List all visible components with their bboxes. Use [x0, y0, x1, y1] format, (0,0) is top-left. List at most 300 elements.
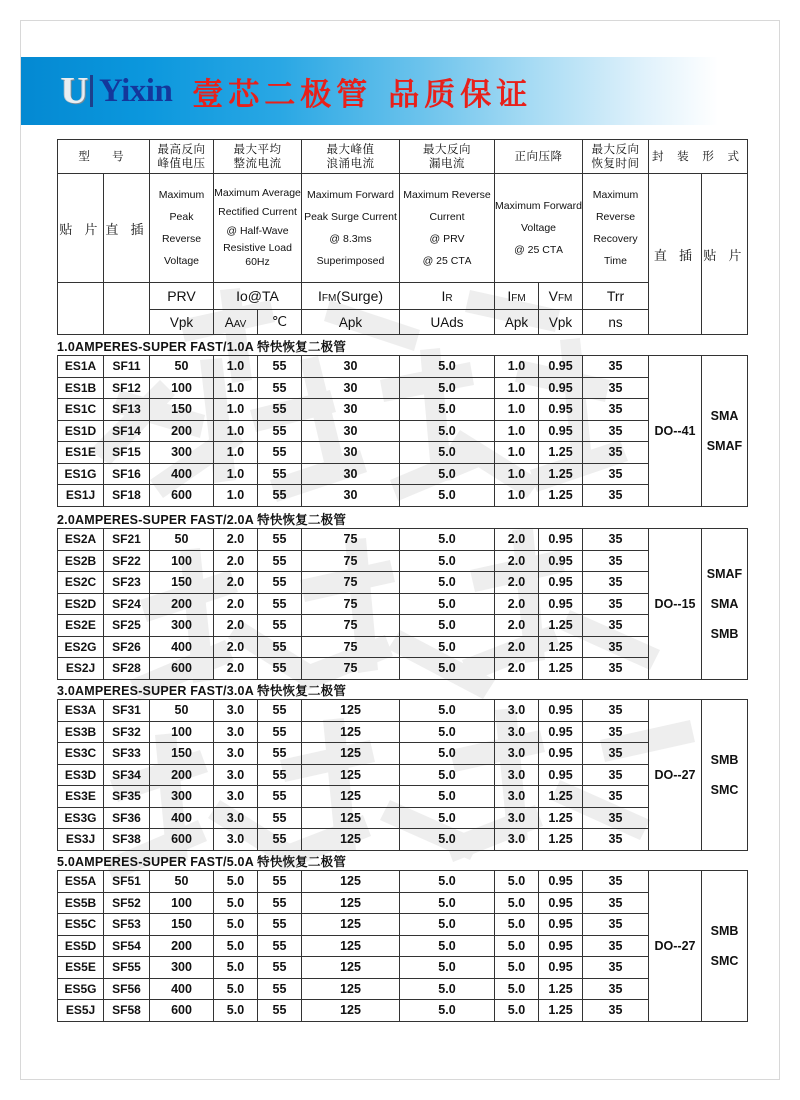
cell-ifsm: 30 [302, 377, 400, 399]
cell-temp: 55 [258, 700, 302, 722]
cell-ifsm: 75 [302, 593, 400, 615]
section-title-4 [57, 852, 346, 870]
table-row [58, 743, 748, 765]
cell-vfm: 0.95 [539, 377, 583, 399]
cell-trr: 35 [583, 892, 649, 914]
th-prv: 最高反向 峰值电压 [150, 140, 214, 174]
cell-ifm: 1.0 [495, 485, 539, 507]
cell-smd-code: ES2B [58, 550, 104, 572]
table-row [58, 914, 748, 936]
cell-thru-code: SF38 [104, 829, 150, 851]
cell-smd-code: ES2E [58, 615, 104, 637]
cell-temp: 55 [258, 615, 302, 637]
cell-prv: 100 [150, 721, 214, 743]
cell-vfm: 1.25 [539, 615, 583, 637]
cell-prv: 150 [150, 399, 214, 421]
cell-ifm: 5.0 [495, 978, 539, 1000]
section-title-3 [57, 681, 346, 699]
cell-smd-code: ES2J [58, 658, 104, 680]
logo-divider-bar [90, 75, 93, 107]
cell-ifm: 2.0 [495, 615, 539, 637]
sym-vfm: VFM [539, 283, 583, 310]
table-row [58, 978, 748, 1000]
cell-ifm: 2.0 [495, 636, 539, 658]
table-row [58, 721, 748, 743]
cell-vfm: 0.95 [539, 356, 583, 378]
cell-vfm: 1.25 [539, 829, 583, 851]
th-trr: 最大反向 恢复时间 [583, 140, 649, 174]
cell-smd-code: ES1D [58, 420, 104, 442]
th-package-smd: 贴 片 [702, 174, 748, 335]
table-row [58, 935, 748, 957]
cell-io: 1.0 [214, 377, 258, 399]
cell-vfm: 0.95 [539, 550, 583, 572]
cell-vfm: 0.95 [539, 935, 583, 957]
cell-vfm: 0.95 [539, 871, 583, 893]
cell-trr: 35 [583, 442, 649, 464]
cell-temp: 55 [258, 658, 302, 680]
cell-vfm: 0.95 [539, 399, 583, 421]
cell-package-smd [702, 529, 748, 680]
th-vf-desc: Maximum Forward Voltage @ 25 CTA [495, 174, 583, 283]
cell-ifsm: 30 [302, 463, 400, 485]
cell-vfm: 0.95 [539, 529, 583, 551]
cell-package-smd [702, 700, 748, 851]
cell-trr: 35 [583, 529, 649, 551]
cell-vfm: 0.95 [539, 957, 583, 979]
cell-smd-code: ES1J [58, 485, 104, 507]
cell-ifm: 5.0 [495, 1000, 539, 1022]
cell-ifsm: 125 [302, 829, 400, 851]
cell-trr: 35 [583, 978, 649, 1000]
cell-ifm: 1.0 [495, 356, 539, 378]
section-title-en: 5.0AMPERES-SUPER FAST/5.0A [57, 855, 258, 869]
cell-smd-code: ES1B [58, 377, 104, 399]
section-table-2 [57, 528, 748, 680]
cell-prv: 150 [150, 743, 214, 765]
cell-prv: 300 [150, 957, 214, 979]
table-row [58, 420, 748, 442]
cell-temp: 55 [258, 356, 302, 378]
cell-ir: 5.0 [400, 572, 495, 594]
cell-io: 5.0 [214, 1000, 258, 1022]
cell-ir: 5.0 [400, 356, 495, 378]
cell-io: 1.0 [214, 463, 258, 485]
cell-trr: 35 [583, 572, 649, 594]
cell-temp: 55 [258, 442, 302, 464]
cell-ifsm: 125 [302, 957, 400, 979]
cell-ifsm: 125 [302, 743, 400, 765]
cell-prv: 200 [150, 420, 214, 442]
cell-package-smd [702, 356, 748, 507]
cell-ifsm: 125 [302, 764, 400, 786]
unit-trr: ns [583, 310, 649, 335]
cell-prv: 200 [150, 593, 214, 615]
cell-ifsm: 30 [302, 399, 400, 421]
cell-vfm: 1.25 [539, 463, 583, 485]
th-prv-desc: Maximum Peak Reverse Voltage [150, 174, 214, 283]
th-ir: 最大反向 漏电流 [400, 140, 495, 174]
package-smd-option: SMA [710, 596, 739, 611]
header-banner [21, 57, 779, 125]
logo-letter-u: U [61, 70, 88, 112]
cell-vfm: 0.95 [539, 700, 583, 722]
cell-trr: 35 [583, 935, 649, 957]
cell-prv: 200 [150, 764, 214, 786]
cell-ifm: 3.0 [495, 786, 539, 808]
package-smd-option: SMA [710, 408, 739, 423]
cell-trr: 35 [583, 957, 649, 979]
cell-smd-code: ES3A [58, 700, 104, 722]
cell-io: 2.0 [214, 658, 258, 680]
cell-io: 3.0 [214, 743, 258, 765]
th-io: 最大平均 整流电流 [214, 140, 302, 174]
cell-ifm: 2.0 [495, 550, 539, 572]
cell-ir: 5.0 [400, 399, 495, 421]
cell-thru-code: SF51 [104, 871, 150, 893]
cell-smd-code: ES1G [58, 463, 104, 485]
cell-smd-code: ES5B [58, 892, 104, 914]
table-row [58, 892, 748, 914]
th-ir-desc: Maximum Reverse Current @ PRV @ 25 CTA [400, 174, 495, 283]
cell-vfm: 0.95 [539, 593, 583, 615]
cell-thru-code: SF31 [104, 700, 150, 722]
th-package-thru: 直 插 [649, 174, 702, 335]
cell-temp: 55 [258, 721, 302, 743]
cell-trr: 35 [583, 593, 649, 615]
cell-ifm: 2.0 [495, 529, 539, 551]
cell-io: 5.0 [214, 957, 258, 979]
table-row [58, 485, 748, 507]
cell-temp: 55 [258, 871, 302, 893]
cell-io: 1.0 [214, 442, 258, 464]
cell-temp: 55 [258, 914, 302, 936]
cell-temp: 55 [258, 743, 302, 765]
cell-trr: 35 [583, 743, 649, 765]
cell-smd-code: ES5C [58, 914, 104, 936]
cell-temp: 55 [258, 550, 302, 572]
sym-blank-thru [104, 283, 150, 335]
banner-title-part1: 壹芯二极管 [192, 76, 373, 113]
cell-temp: 55 [258, 764, 302, 786]
cell-trr: 35 [583, 721, 649, 743]
th-trr-desc: Maximum Reverse Recovery Time [583, 174, 649, 283]
sym-ir: IR [400, 283, 495, 310]
cell-temp: 55 [258, 807, 302, 829]
cell-ifsm: 75 [302, 658, 400, 680]
cell-smd-code: ES2C [58, 572, 104, 594]
cell-ifsm: 30 [302, 485, 400, 507]
sym-io: Io@TA [214, 283, 302, 310]
cell-vfm: 0.95 [539, 914, 583, 936]
cell-ir: 5.0 [400, 892, 495, 914]
cell-thru-code: SF21 [104, 529, 150, 551]
sym-ifm: IFM [495, 283, 539, 310]
sym-ifsm: IFM(Surge) [302, 283, 400, 310]
cell-temp: 55 [258, 463, 302, 485]
unit-iav: AAV [214, 310, 258, 335]
cell-vfm: 1.25 [539, 485, 583, 507]
header-row-symbols [58, 283, 748, 310]
cell-ir: 5.0 [400, 807, 495, 829]
banner-title [192, 69, 532, 114]
table-row [58, 572, 748, 594]
cell-ifm: 3.0 [495, 764, 539, 786]
cell-ifsm: 125 [302, 786, 400, 808]
cell-smd-code: ES3D [58, 764, 104, 786]
cell-ifm: 3.0 [495, 743, 539, 765]
cell-trr: 35 [583, 871, 649, 893]
cell-vfm: 0.95 [539, 764, 583, 786]
cell-ifsm: 125 [302, 721, 400, 743]
cell-smd-code: ES2G [58, 636, 104, 658]
th-smd-type: 贴 片 [58, 174, 104, 283]
cell-io: 3.0 [214, 721, 258, 743]
cell-vfm: 1.25 [539, 442, 583, 464]
cell-io: 5.0 [214, 935, 258, 957]
cell-ir: 5.0 [400, 721, 495, 743]
cell-ir: 5.0 [400, 957, 495, 979]
cell-ir: 5.0 [400, 550, 495, 572]
cell-thru-code: SF28 [104, 658, 150, 680]
cell-prv: 50 [150, 529, 214, 551]
cell-thru-code: SF22 [104, 550, 150, 572]
cell-ifsm: 30 [302, 442, 400, 464]
cell-smd-code: ES1C [58, 399, 104, 421]
cell-ir: 5.0 [400, 463, 495, 485]
sym-prv: PRV [150, 283, 214, 310]
cell-ifsm: 125 [302, 871, 400, 893]
cell-io: 5.0 [214, 914, 258, 936]
cell-vfm: 1.25 [539, 658, 583, 680]
package-smd-option: SMB [710, 923, 739, 938]
cell-prv: 600 [150, 1000, 214, 1022]
cell-temp: 55 [258, 636, 302, 658]
cell-ir: 5.0 [400, 636, 495, 658]
cell-prv: 400 [150, 463, 214, 485]
cell-vfm: 1.25 [539, 1000, 583, 1022]
cell-prv: 400 [150, 636, 214, 658]
cell-vfm: 0.95 [539, 743, 583, 765]
cell-package-thru: DO--41 [649, 356, 702, 507]
unit-vfm: Vpk [539, 310, 583, 335]
cell-ifm: 3.0 [495, 807, 539, 829]
cell-thru-code: SF23 [104, 572, 150, 594]
cell-trr: 35 [583, 356, 649, 378]
cell-prv: 100 [150, 377, 214, 399]
cell-thru-code: SF36 [104, 807, 150, 829]
cell-thru-code: SF52 [104, 892, 150, 914]
th-thru-type: 直 插 [104, 174, 150, 283]
cell-ifm: 1.0 [495, 377, 539, 399]
cell-temp: 55 [258, 399, 302, 421]
cell-io: 5.0 [214, 978, 258, 1000]
cell-trr: 35 [583, 550, 649, 572]
cell-trr: 35 [583, 463, 649, 485]
cell-ifm: 1.0 [495, 442, 539, 464]
cell-ir: 5.0 [400, 377, 495, 399]
cell-smd-code: ES5E [58, 957, 104, 979]
cell-prv: 400 [150, 807, 214, 829]
cell-smd-code: ES2A [58, 529, 104, 551]
cell-prv: 100 [150, 550, 214, 572]
cell-ifm: 3.0 [495, 829, 539, 851]
cell-thru-code: SF14 [104, 420, 150, 442]
table-row [58, 658, 748, 680]
cell-thru-code: SF33 [104, 743, 150, 765]
cell-ir: 5.0 [400, 485, 495, 507]
cell-ir: 5.0 [400, 914, 495, 936]
cell-thru-code: SF53 [104, 914, 150, 936]
cell-thru-code: SF18 [104, 485, 150, 507]
section-table-4 [57, 870, 748, 1022]
sym-blank-smd [58, 283, 104, 335]
cell-temp: 55 [258, 485, 302, 507]
cell-ifm: 1.0 [495, 420, 539, 442]
cell-smd-code: ES2D [58, 593, 104, 615]
cell-io: 1.0 [214, 485, 258, 507]
cell-temp: 55 [258, 420, 302, 442]
cell-ir: 5.0 [400, 1000, 495, 1022]
cell-temp: 55 [258, 593, 302, 615]
cell-trr: 35 [583, 829, 649, 851]
cell-io: 3.0 [214, 700, 258, 722]
cell-prv: 600 [150, 658, 214, 680]
cell-temp: 55 [258, 786, 302, 808]
cell-ir: 5.0 [400, 764, 495, 786]
cell-temp: 55 [258, 829, 302, 851]
cell-thru-code: SF26 [104, 636, 150, 658]
cell-vfm: 0.95 [539, 420, 583, 442]
cell-io: 3.0 [214, 786, 258, 808]
cell-vfm: 0.95 [539, 572, 583, 594]
table-row [58, 550, 748, 572]
cell-smd-code: ES1A [58, 356, 104, 378]
cell-ir: 5.0 [400, 442, 495, 464]
sym-trr: Trr [583, 283, 649, 310]
table-row [58, 829, 748, 851]
cell-ir: 5.0 [400, 700, 495, 722]
th-ifsm: 最大峰值 浪涌电流 [302, 140, 400, 174]
cell-ifm: 2.0 [495, 658, 539, 680]
cell-vfm: 0.95 [539, 892, 583, 914]
cell-smd-code: ES5D [58, 935, 104, 957]
cell-ir: 5.0 [400, 786, 495, 808]
cell-smd-code: ES3B [58, 721, 104, 743]
package-smd-option: SMB [710, 626, 739, 641]
section-title-cn: 特快恢复二极管 [257, 854, 347, 869]
table-row [58, 356, 748, 378]
table-row [58, 615, 748, 637]
cell-smd-code: ES5J [58, 1000, 104, 1022]
cell-vfm: 1.25 [539, 978, 583, 1000]
cell-prv: 100 [150, 892, 214, 914]
cell-prv: 400 [150, 978, 214, 1000]
cell-trr: 35 [583, 700, 649, 722]
cell-ir: 5.0 [400, 593, 495, 615]
cell-ir: 5.0 [400, 615, 495, 637]
package-smd-option: SMAF [706, 566, 743, 581]
cell-io: 2.0 [214, 636, 258, 658]
cell-smd-code: ES3C [58, 743, 104, 765]
table-row [58, 529, 748, 551]
package-smd-option: SMB [710, 752, 739, 767]
cell-thru-code: SF16 [104, 463, 150, 485]
cell-io: 3.0 [214, 807, 258, 829]
table-row [58, 593, 748, 615]
cell-io: 5.0 [214, 892, 258, 914]
cell-ifm: 2.0 [495, 593, 539, 615]
section-title-cn: 特快恢复二极管 [257, 339, 347, 354]
cell-ifsm: 125 [302, 892, 400, 914]
cell-ifsm: 30 [302, 356, 400, 378]
cell-ifsm: 125 [302, 700, 400, 722]
cell-ir: 5.0 [400, 743, 495, 765]
package-smd-option: SMC [710, 782, 739, 797]
cell-thru-code: SF35 [104, 786, 150, 808]
cell-trr: 35 [583, 764, 649, 786]
section-table-1 [57, 355, 748, 507]
cell-ifm: 2.0 [495, 572, 539, 594]
unit-temp: ℃ [258, 310, 302, 335]
cell-io: 1.0 [214, 356, 258, 378]
cell-ifm: 3.0 [495, 721, 539, 743]
cell-temp: 55 [258, 377, 302, 399]
cell-io: 2.0 [214, 550, 258, 572]
cell-ifm: 1.0 [495, 463, 539, 485]
cell-temp: 55 [258, 572, 302, 594]
cell-ifsm: 125 [302, 935, 400, 957]
unit-ifm: Apk [495, 310, 539, 335]
cell-smd-code: ES3G [58, 807, 104, 829]
cell-io: 2.0 [214, 615, 258, 637]
cell-ir: 5.0 [400, 529, 495, 551]
th-model: 型 号 [58, 140, 150, 174]
cell-smd-code: ES3E [58, 786, 104, 808]
cell-temp: 55 [258, 978, 302, 1000]
cell-ir: 5.0 [400, 935, 495, 957]
brand-name: Yixin [99, 73, 173, 109]
cell-prv: 300 [150, 615, 214, 637]
cell-prv: 600 [150, 829, 214, 851]
unit-prv: Vpk [150, 310, 214, 335]
cell-io: 3.0 [214, 829, 258, 851]
cell-prv: 50 [150, 871, 214, 893]
cell-thru-code: SF13 [104, 399, 150, 421]
table-row [58, 786, 748, 808]
cell-vfm: 1.25 [539, 636, 583, 658]
unit-ifsm: Apk [302, 310, 400, 335]
cell-ifm: 5.0 [495, 871, 539, 893]
th-ifsm-desc: Maximum Forward Peak Surge Current @ 8.3ms Superimposed [302, 174, 400, 283]
cell-package-thru: DO--27 [649, 871, 702, 1022]
company-logo-icon [61, 70, 91, 112]
section-title-en: 2.0AMPERES-SUPER FAST/2.0A [57, 513, 258, 527]
cell-ifsm: 125 [302, 978, 400, 1000]
cell-ifm: 3.0 [495, 700, 539, 722]
cell-ifm: 5.0 [495, 935, 539, 957]
table-row [58, 463, 748, 485]
package-smd-option: SMC [710, 953, 739, 968]
cell-smd-code: ES5A [58, 871, 104, 893]
cell-ifsm: 75 [302, 529, 400, 551]
table-row [58, 399, 748, 421]
cell-prv: 300 [150, 442, 214, 464]
cell-trr: 35 [583, 1000, 649, 1022]
section-title-1 [57, 337, 346, 355]
cell-smd-code: ES3J [58, 829, 104, 851]
cell-trr: 35 [583, 658, 649, 680]
